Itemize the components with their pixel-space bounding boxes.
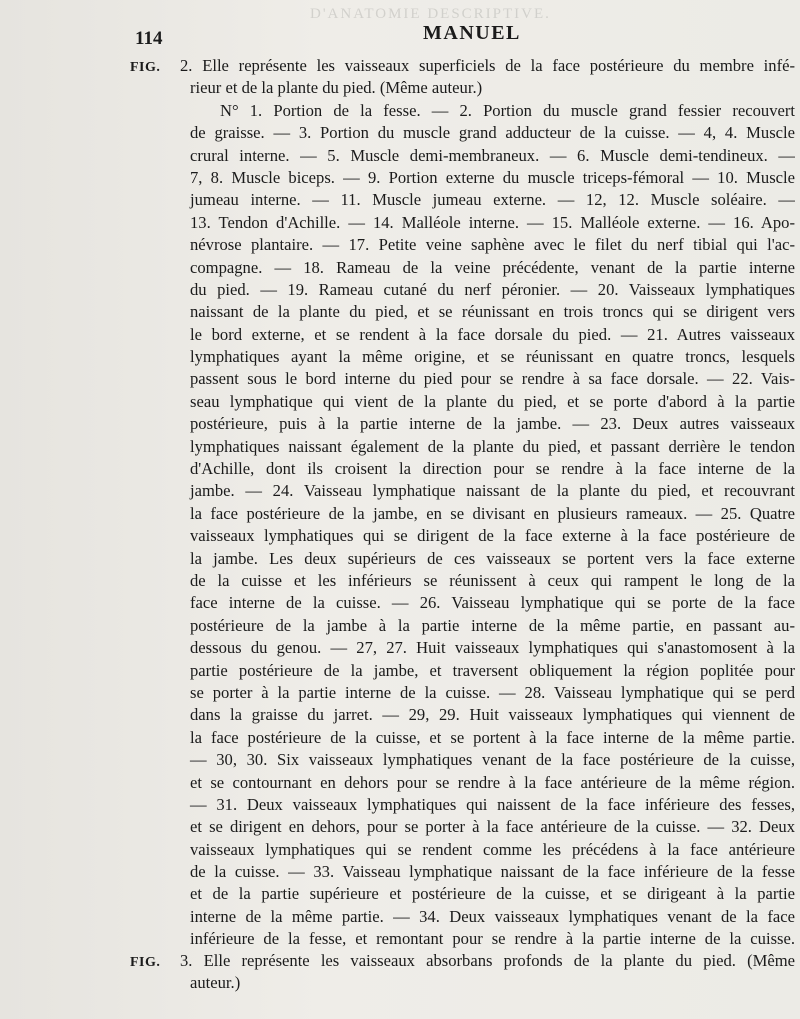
fig2-line: rieur et de la plante du pied. (Même auteur.) xyxy=(190,78,483,98)
legend-line: naissant de la plante du pied, et se réunissant en trois troncs qui se dirigent vers xyxy=(190,302,795,322)
fig3-label: FIG. xyxy=(130,955,161,970)
figure-2-caption xyxy=(130,55,795,951)
legend-line: inférieure de la fesse, et remontant pour se rendre à la partie interne de la cuisse. xyxy=(190,929,795,949)
legend-line: jambe. — 24. Vaisseau lymphatique naissant de la plante du pied, et recouvrant xyxy=(190,481,795,501)
legend-line: et de la partie supérieure et postérieure de la cuisse, et se dirigeant à la partie xyxy=(190,884,795,904)
running-title: MANUEL xyxy=(423,22,521,44)
figure-3-caption xyxy=(130,950,795,995)
legend-line: interne de la même partie. — 34. Deux vaisseaux lymphatiques venant de la face xyxy=(190,906,795,926)
legend-line: partie postérieure de la jambe, et traversent obliquement la région poplitée pour xyxy=(190,660,795,680)
legend-line: — 30, 30. Six vaisseaux lymphatiques venant de la face postérieure de la cuisse, xyxy=(190,750,795,770)
fig3-line: auteur.) xyxy=(190,973,241,993)
legend-line: et se contournant en dehors pour se rendre à la face antérieure de la même région. xyxy=(190,772,795,792)
legend-line: lymphatiques naissant également de la plante du pied, et passant derrière le tendon xyxy=(190,436,795,456)
legend-line: de la cuisse et les inférieurs se réunissent à ceux qui rampent le long de la xyxy=(190,570,795,590)
legend-line: postérieure, puis à la partie interne de la jambe. — 23. Deux autres vaisseaux xyxy=(190,414,795,434)
fig3-line xyxy=(130,950,795,972)
legend-line: jumeau interne. — 11. Muscle jumeau externe. — 12, 12. Muscle soléaire. — xyxy=(190,190,795,210)
legend-line: dans la graisse du jarret. — 29, 29. Huit vaisseaux lymphatiques qui viennent de xyxy=(190,705,795,725)
legend-line: crural interne. — 5. Muscle demi-membraneux. — 6. Muscle demi-tendineux. — xyxy=(190,145,795,165)
bleed-through-title: D'ANATOMIE DESCRIPTIVE. xyxy=(310,6,551,22)
legend-line: de la cuisse. — 33. Vaisseau lymphatique naissant de la face inférieure de la fesse xyxy=(190,862,795,882)
legend-line: seau lymphatique qui vient de la plante du pied, et se porte d'abord à la partie xyxy=(190,391,795,411)
page-header xyxy=(0,22,800,52)
page-number: 114 xyxy=(135,28,163,49)
legend-line: et se dirigent en dehors, pour se porter à la face antérieure de la cuisse. — 32. Deux xyxy=(190,817,795,837)
legend-line: — 31. Deux vaisseaux lymphatiques qui naissent de la face inférieure des fesses, xyxy=(190,794,795,814)
legend-line: la face postérieure de la jambe, en se divisant en plusieurs rameaux. — 25. Quatre xyxy=(190,503,795,523)
legend-line: passent sous le bord interne du pied pour se rendre à sa face dorsale. — 22. Vais- xyxy=(190,369,795,389)
legend-line: postérieure de la jambe à la partie interne de la même partie, en passant au- xyxy=(190,615,795,635)
legend-line: vaisseaux lymphatiques qui se dirigent de la face externe à la face postérieure de xyxy=(190,526,795,546)
legend-line: le bord externe, et se rendent à la face dorsale du pied. — 21. Autres vaisseaux xyxy=(190,324,795,344)
legend-line: compagne. — 18. Rameau de la veine précédente, venant de la partie interne xyxy=(190,257,795,277)
fig2-text: 2. Elle représente les vaisseaux superficiels de la face postérieure du membre infé- xyxy=(180,56,795,75)
legend-line: dessous du genou. — 27, 27. Huit vaisseaux lymphatiques qui s'anastomosent à la xyxy=(190,638,795,658)
fig2-label: FIG. xyxy=(130,60,161,75)
legend-line: la jambe. Les deux supérieurs de ces vaisseaux se portent vers la face externe xyxy=(190,548,795,568)
legend-line: de graisse. — 3. Portion du muscle grand adducteur de la cuisse. — 4, 4. Muscle xyxy=(190,123,795,143)
legend-line: N° 1. Portion de la fesse. — 2. Portion du muscle grand fessier recouvert xyxy=(220,100,795,120)
legend-line: lymphatiques ayant la même origine, et se réunissant en quatre troncs, lesquels xyxy=(190,347,795,367)
fig3-text: 3. Elle représente les vaisseaux absorbans profonds de la plante du pied. (Même xyxy=(180,951,795,970)
legend-line: face interne de la cuisse. — 26. Vaisseau lymphatique qui se porte de la face xyxy=(190,593,795,613)
legend-line: 7, 8. Muscle biceps. — 9. Portion externe du muscle triceps-fémoral — 10. Muscle xyxy=(190,167,795,187)
legend-line: la face postérieure de la cuisse, et se portent à la face interne de la même partie. xyxy=(190,727,795,747)
legend-line: d'Achille, dont ils croisent la direction pour se rendre à la face interne de la xyxy=(190,459,795,479)
fig2-line xyxy=(130,55,795,77)
legend-line: névrose plantaire. — 17. Petite veine saphène avec le filet du nerf tibial qui l'ac- xyxy=(190,235,795,255)
legend-line: 13. Tendon d'Achille. — 14. Malléole interne. — 15. Malléole externe. — 16. Apo- xyxy=(190,212,795,232)
legend-line: se porter à la partie interne de la cuisse. — 28. Vaisseau lymphatique qui se perd xyxy=(190,682,795,702)
legend-line: du pied. — 19. Rameau cutané du nerf péronier. — 20. Vaisseaux lymphatiques xyxy=(190,279,795,299)
legend-line: vaisseaux lymphatiques qui se rendent comme les précédens à la face antérieure xyxy=(190,839,795,859)
